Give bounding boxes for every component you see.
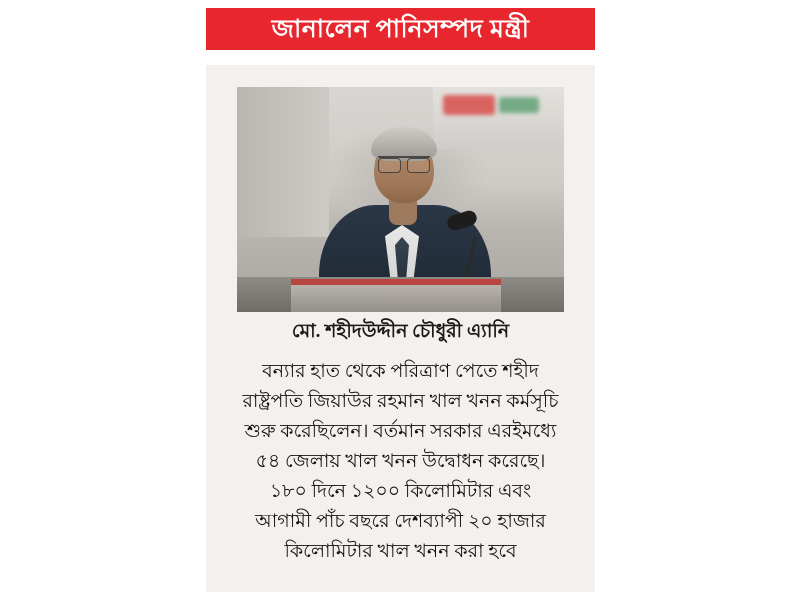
article-card xyxy=(206,65,595,592)
photo-frame xyxy=(237,87,564,312)
backdrop-green-shape xyxy=(499,97,539,113)
article-body-text: বন্যার হাত থেকে পরিত্রাণ পেতে শহীদ রাষ্ট্রপতি জিয়াউর রহমান খাল খনন কর্মসূচি শুরু করেছিলেন। বর্তমান সরকার এরইমধ্যে ৫৪ জেলায় খাল খনন উদ্বোধন করেছে। ১৮০ দিনে ১২০০ কিলোমিটার এবং আগামী পাঁচ বছরে দেশব্যাপী ২০ হাজার কিলোমিটার খাল খনন করা হবে xyxy=(242,361,559,562)
backdrop-red-shape xyxy=(443,95,495,115)
person-glasses xyxy=(378,156,430,171)
headline-text: জানালেন পানিসম্পদ মন্ত্রী xyxy=(271,15,530,43)
press-conference-photo xyxy=(237,87,564,312)
glasses-left-lens xyxy=(378,158,401,173)
podium-front-panel xyxy=(291,285,501,312)
photo-caption: মো. শহীদউদ্দীন চৌধুরী এ্যানি xyxy=(291,321,510,342)
photo-background-wall xyxy=(237,87,329,237)
glasses-right-lens xyxy=(407,158,430,173)
headline-banner xyxy=(206,8,595,50)
